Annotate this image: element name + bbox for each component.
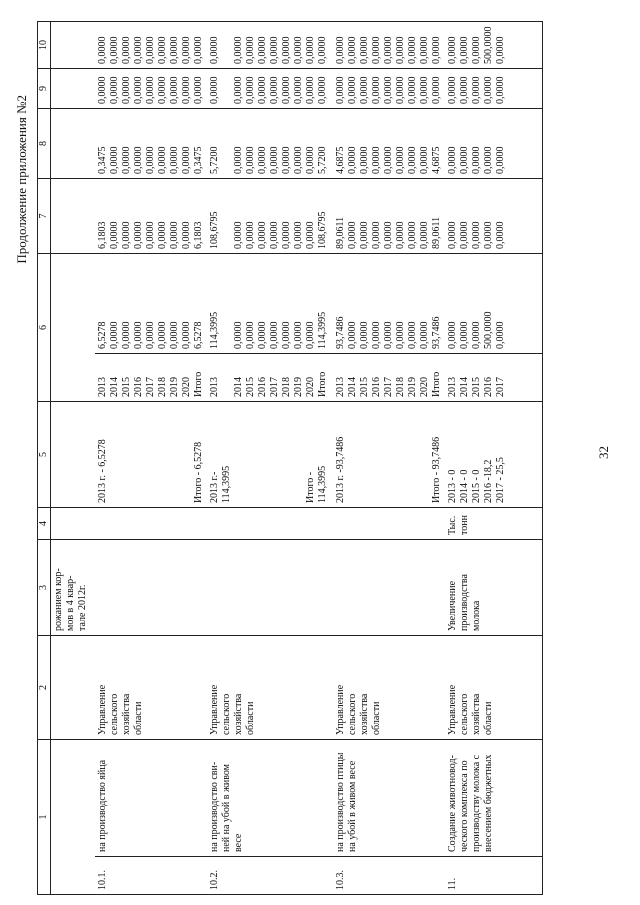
unit-cell <box>95 508 207 540</box>
col-header-1: 1 <box>38 740 51 895</box>
total-values: 0,0000 0,0000 0,0000 500,0000 0,0000 <box>445 254 543 354</box>
measure-name: Создание животновод- ческого комплекса по производству молока с внесением бюджетных <box>445 740 543 857</box>
table-row <box>95 22 207 895</box>
col-header-10: 10 <box>38 22 51 69</box>
regional-values: 4,6875 0,0000 0,0000 0,0000 0,0000 0,0000 0,0000 0,0000 4,6875 <box>333 109 445 179</box>
year-list: 2013 2014 2015 2016 2017 <box>445 354 543 402</box>
responsible-org: Управление сельского хозяйства области <box>333 636 445 740</box>
unit-cell <box>207 508 333 540</box>
funding-target: 2013 г. -93,7486 Итого - 93,7486 <box>333 402 445 508</box>
table-row <box>445 22 543 895</box>
col-header-5: 5 <box>38 402 51 508</box>
col-header-6: 6 <box>38 254 51 402</box>
row-number: 10.1. <box>95 857 207 895</box>
total-values: 93,7486 0,0000 0,0000 0,0000 0,0000 0,0000 0,0000 0,0000 93,7486 <box>333 254 445 354</box>
federal-values: 6,1803 0,0000 0,0000 0,0000 0,0000 0,0000 0,0000 0,0000 6,1803 <box>95 179 207 254</box>
col-header-8: 8 <box>38 109 51 179</box>
measure-name: на производство птицы на убой в живом весе <box>333 740 445 857</box>
funding-target: 2013 - 0 2014 - 0 2015 - 0 2016 -18,2 2017 - 25,5 <box>445 402 543 508</box>
other-values: 0,0000 0,0000 0,0000 0,0000 0,0000 0,0000 0,0000 0,0000 0,0000 <box>207 22 333 69</box>
col-header-4: 4 <box>38 508 51 540</box>
other-values: 0,0000 0,0000 0,0000 0,0000 0,0000 0,0000 0,0000 0,0000 0,0000 <box>95 22 207 69</box>
other-values: 0,0000 0,0000 0,0000 500,0000 0,0000 <box>445 22 543 69</box>
regional-values: 0,0000 0,0000 0,0000 0,0000 0,0000 <box>445 109 543 179</box>
measure-name: на производство сви- ней на убой в живом весе <box>207 740 333 857</box>
responsible-org: Управление сельского хозяйства области <box>445 636 543 740</box>
indicator-cell <box>333 540 445 636</box>
unit-cell: Тыс. тонн <box>445 508 543 540</box>
responsible-org: Управление сельского хозяйства области <box>95 636 207 740</box>
other-values: 0,0000 0,0000 0,0000 0,0000 0,0000 0,0000 0,0000 0,0000 0,0000 <box>333 22 445 69</box>
local-values: 0,0000 0,0000 0,0000 0,0000 0,0000 0,0000 0,0000 0,0000 0,0000 <box>207 69 333 109</box>
regional-values: 0,3475 0,0000 0,0000 0,0000 0,0000 0,0000 0,0000 0,0000 0,3475 <box>95 109 207 179</box>
col-header-3: 3 <box>38 540 51 636</box>
column-number-row <box>38 22 51 895</box>
col-header-7: 7 <box>38 179 51 254</box>
indicator-cell <box>207 540 333 636</box>
measure-name: на производство яйца <box>95 740 207 857</box>
federal-values: 0,0000 0,0000 0,0000 0,0000 0,0000 <box>445 179 543 254</box>
local-values: 0,0000 0,0000 0,0000 0,0000 0,0000 <box>445 69 543 109</box>
table-row <box>207 22 333 895</box>
table-row <box>333 22 445 895</box>
local-values: 0,0000 0,0000 0,0000 0,0000 0,0000 0,0000 0,0000 0,0000 0,0000 <box>333 69 445 109</box>
table-row <box>51 22 95 895</box>
unit-cell <box>333 508 445 540</box>
year-list: 2013 2014 2015 2016 2017 2018 2019 2020 Итого <box>95 354 207 402</box>
funding-target: 2013 г.- 114,3995 Итого - 114,3995 <box>207 402 333 508</box>
indicator-cell <box>95 540 207 636</box>
year-list: 2013 2014 2015 2016 2017 2018 2019 2020 Итого <box>333 354 445 402</box>
total-values: 114,3995 0,0000 0,0000 0,0000 0,0000 0,0000 0,0000 0,0000 114,3995 <box>207 254 333 354</box>
indicator-cell: рожанием кор- мов в 4 квар- тале 2012г. <box>51 540 95 636</box>
col-header-2: 2 <box>38 636 51 740</box>
page-number: 32 <box>596 446 611 459</box>
program-table <box>37 21 543 895</box>
federal-values: 108,6795 0,0000 0,0000 0,0000 0,0000 0,0000 0,0000 0,0000 108,6795 <box>207 179 333 254</box>
local-values: 0,0000 0,0000 0,0000 0,0000 0,0000 0,0000 0,0000 0,0000 0,0000 <box>95 69 207 109</box>
federal-values: 89,0611 0,0000 0,0000 0,0000 0,0000 0,0000 0,0000 0,0000 89,0611 <box>333 179 445 254</box>
row-number: 10.2. <box>207 857 333 895</box>
row-number: 11. <box>445 857 543 895</box>
regional-values: 5,7200 0,0000 0,0000 0,0000 0,0000 0,0000 0,0000 0,0000 5,7200 <box>207 109 333 179</box>
responsible-org: Управление сельского хозяйства области <box>207 636 333 740</box>
row-number: 10.3. <box>333 857 445 895</box>
year-list: 2013 2014 2015 2016 2017 2018 2019 2020 Итого <box>207 354 333 402</box>
total-values: 6,5278 0,0000 0,0000 0,0000 0,0000 0,0000 0,0000 0,0000 6,5278 <box>95 254 207 354</box>
col-header-9: 9 <box>38 69 51 109</box>
appendix-subtitle: Продолжение приложения №2 <box>14 95 29 264</box>
funding-target: 2013 г. - 6,5278 Итого - 6,5278 <box>95 402 207 508</box>
indicator-cell: Увеличение производства молока <box>445 540 543 636</box>
